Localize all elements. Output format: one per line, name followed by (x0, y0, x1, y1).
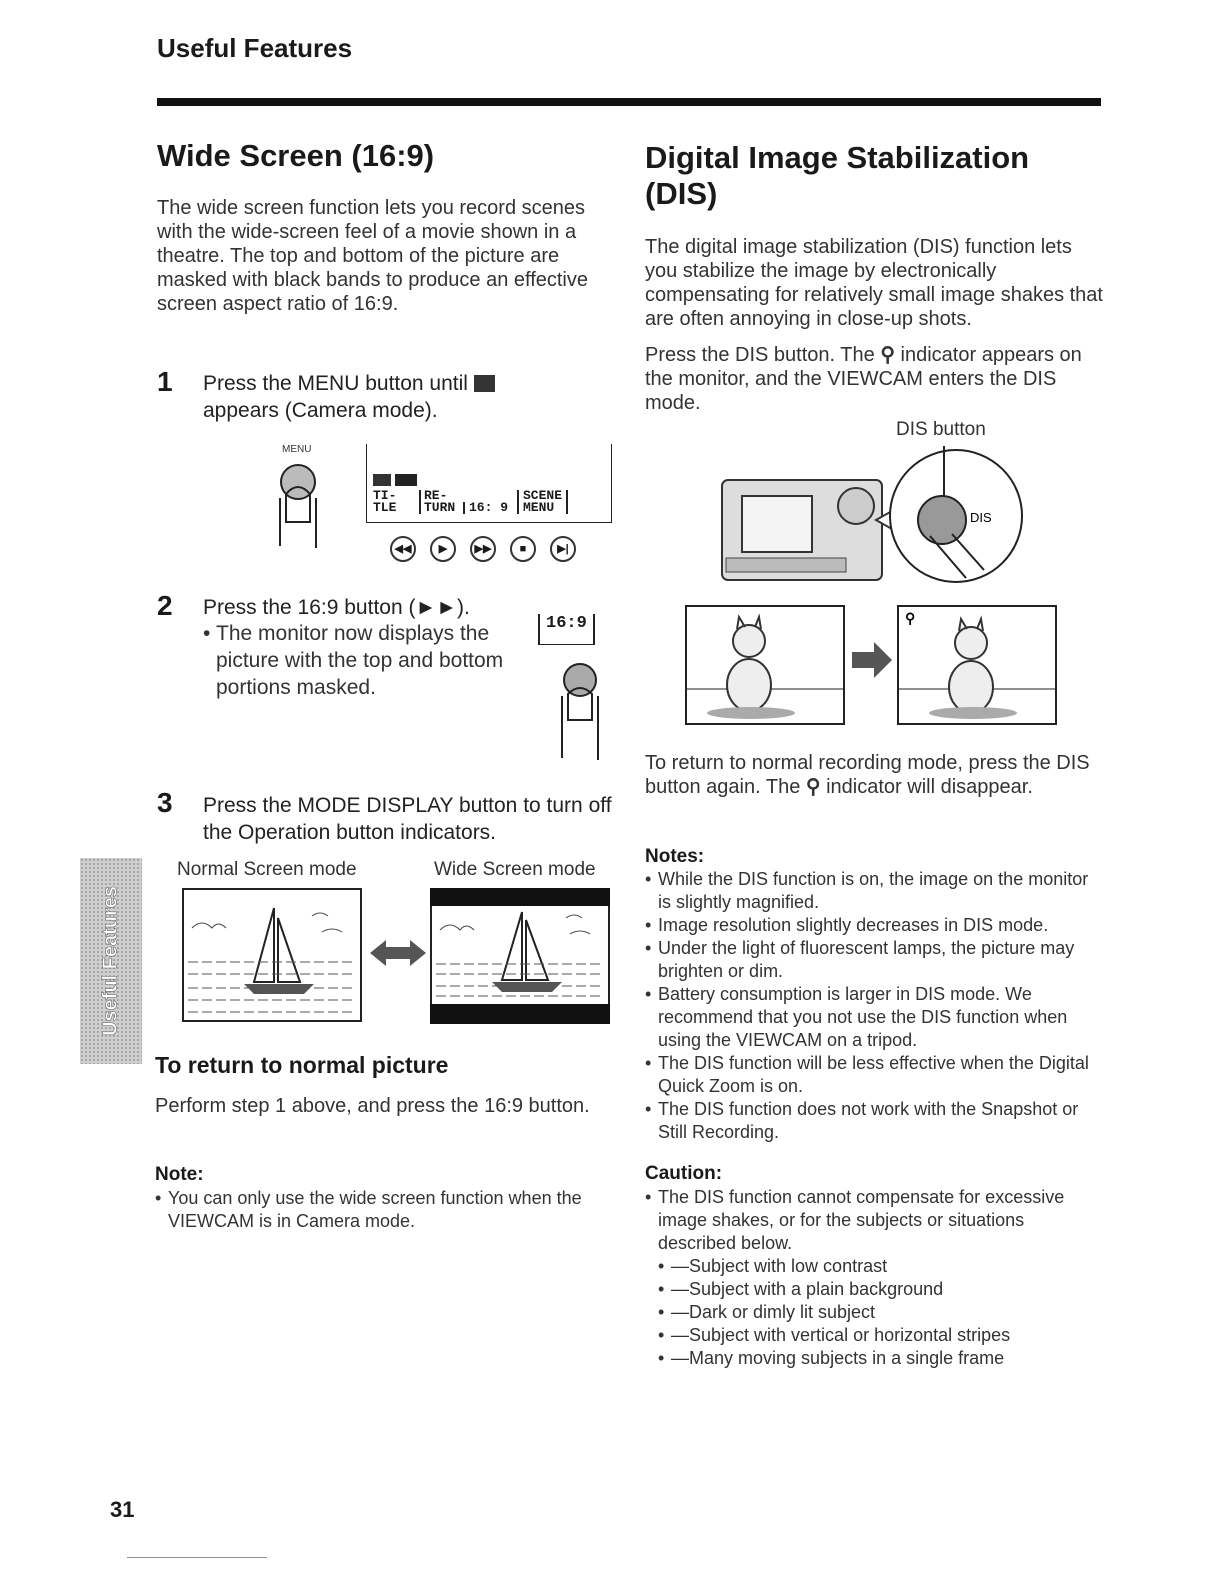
step-1-text-a: Press the MENU button until (203, 372, 468, 395)
note-item: • The DIS function does not work with the Snapshot or Still Recording. (645, 1098, 1100, 1144)
tape-icon (395, 474, 417, 486)
fast-forward-button-icon: ▶▶ (470, 536, 496, 562)
note-list (155, 1187, 610, 1233)
indicator-169: 16:9 (538, 614, 595, 645)
return-normal-text: Perform step 1 above, and press the 16:9 button. (155, 1095, 590, 1117)
dis-title-line1: Digital Image Stabilization (645, 140, 1030, 175)
normal-screen-sailboat-image (182, 888, 362, 1022)
lcd-scene-menu-label: SCENE MENU (517, 490, 568, 514)
camcorder-dis-button-illustration (716, 446, 1026, 592)
step-1-text (203, 370, 603, 424)
step-1-text-b: appears (Camera mode). (203, 399, 438, 422)
caution-text (645, 1186, 1085, 1370)
note-item: • Battery consumption is larger in DIS mode. We recommend that you not use the DIS function when using the VIEWCAM on a tripod. (645, 983, 1100, 1052)
step-3-text: Press the MODE DISPLAY button to turn off the Operation button indicators. (203, 794, 612, 844)
note-item: • Under the light of fluorescent lamps, the picture may brighten or dim. (645, 937, 1100, 983)
shaky-cat-image (685, 605, 845, 725)
dis-button-label: DIS button (896, 419, 986, 440)
step-2-number: 2 (157, 590, 173, 621)
dis-press-text (645, 343, 1095, 415)
return-normal-title: To return to normal picture (155, 1052, 449, 1078)
right-arrow-icon (852, 642, 892, 678)
step-2-text: Press the 16:9 button (►►). (203, 596, 470, 619)
section-header: Useful Features (157, 33, 353, 63)
note-item: • You can only use the wide screen function when the VIEWCAM is in Camera mode. (155, 1187, 610, 1233)
dis-press-text-a: Press the DIS button. The (645, 344, 875, 366)
stop-button-icon: ■ (510, 536, 536, 562)
page-number: 31 (110, 1497, 135, 1522)
lcd-title-label: TI- TLE (373, 488, 397, 515)
play-button-icon: ▶ (430, 536, 456, 562)
dis-indicator-icon: ⚲ (880, 344, 895, 366)
aspect-4-3-icon (474, 375, 495, 392)
step-2-bullet: • The monitor now displays the picture with the top and bottom portions masked. (203, 620, 533, 701)
double-arrow-icon (368, 938, 428, 968)
caution-item: • —Subject with vertical or horizontal stripes (658, 1324, 1085, 1347)
dis-return-text (645, 751, 1095, 799)
step-3-number: 3 (157, 787, 173, 818)
camera-mode-icon (373, 474, 391, 486)
caution-subitems (658, 1255, 1085, 1370)
wide-screen-caption: Wide Screen mode (434, 859, 596, 880)
note-item: • The DIS function will be less effective when the Digital Quick Zoom is on. (645, 1052, 1100, 1098)
side-tab (80, 858, 142, 1064)
lcd-return-label: RE- TURN (419, 490, 455, 514)
lcd-menu-display (366, 444, 612, 523)
note-title: Note: (155, 1164, 204, 1185)
normal-screen-caption: Normal Screen mode (177, 859, 357, 880)
caution-item: • —Subject with a plain background (658, 1278, 1085, 1301)
caution-item: • —Dark or dimly lit subject (658, 1301, 1085, 1324)
caution-list (645, 1186, 1085, 1370)
step-2-bullets (203, 620, 533, 701)
caution-item: • —Many moving subjects in a single frame (658, 1347, 1085, 1370)
dis-title-line2: (DIS) (645, 176, 718, 211)
caution-title: Caution: (645, 1163, 723, 1184)
dis-return-text-b: indicator will disappear. (826, 776, 1033, 798)
finger-press-169-illustration (552, 660, 608, 764)
wide-screen-intro: The wide screen function lets you record scenes with the wide-screen feel of a movie shown in a theatre. The top and bottom of the picture are masked with black bands to produce an effective screen aspect ratio of 16:9. (157, 197, 588, 315)
caution-item: • —Subject with low contrast (658, 1255, 1085, 1278)
finger-press-menu-illustration (268, 456, 328, 556)
notes-list (645, 868, 1100, 1144)
note-item: • While the DIS function is on, the image on the monitor is slightly magnified. (645, 868, 1100, 914)
notes-title: Notes: (645, 846, 705, 867)
stabilized-cat-image (897, 605, 1057, 725)
dis-intro: The digital image stabilization (DIS) function lets you stabilize the image by electronically compensating for relatively small image shakes that are often annoying in close-up shots. (645, 236, 1103, 330)
operation-buttons-row (390, 536, 590, 562)
note-item: • Image resolution slightly decreases in DIS mode. (645, 914, 1100, 937)
step-1-number: 1 (157, 366, 173, 397)
dis-press-text-b: indicator appears on the monitor, and the VIEWCAM enters the DIS mode. (645, 344, 1082, 414)
side-tab-label: Useful Features (99, 885, 122, 1037)
svg-text:⚲: ⚲ (905, 610, 916, 626)
dis-indicator-icon-2: ⚲ (805, 776, 821, 798)
dis-mark: DIS (970, 510, 992, 525)
dis-title (645, 140, 1029, 212)
rewind-button-icon: ◀◀ (390, 536, 416, 562)
caution-intro: The DIS function cannot compensate for excessive image shakes, or for the subjects or situations described below. (658, 1187, 1065, 1253)
menu-label: MENU (282, 444, 312, 455)
still-button-icon: ▶| (550, 536, 576, 562)
wide-screen-sailboat-image (430, 888, 610, 1024)
bottom-line (127, 1557, 267, 1558)
dis-return-text-a: To return to normal recording mode, press the DIS button again. The (645, 752, 1090, 798)
header-rule (157, 98, 1101, 106)
wide-screen-title: Wide Screen (16:9) (157, 138, 435, 173)
lcd-169-label: 16: 9 (463, 502, 508, 514)
